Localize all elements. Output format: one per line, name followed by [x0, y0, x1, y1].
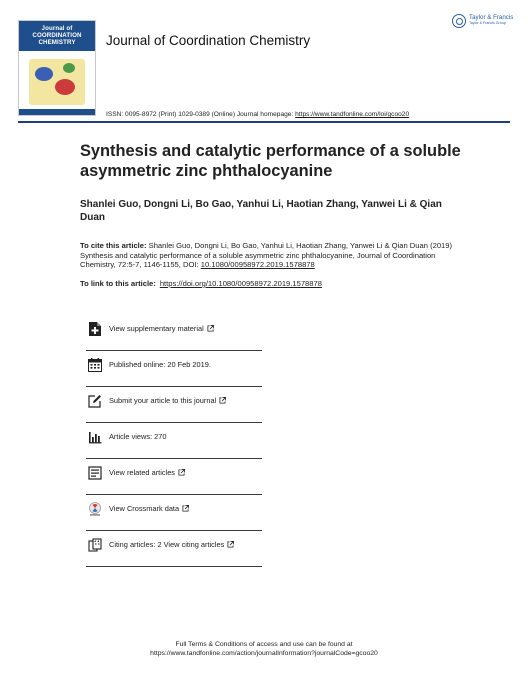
publisher-logo[interactable]	[452, 14, 512, 30]
crossmark-icon	[88, 502, 102, 516]
published-online-info	[86, 347, 262, 383]
edit-icon	[88, 394, 102, 408]
article-link-line	[80, 279, 322, 288]
calendar-icon	[88, 358, 102, 372]
item-label: Published online: 20 Feb 2019.	[109, 360, 211, 369]
item-label: View related articles	[109, 468, 175, 477]
cover-title-line: CHEMISTRY	[38, 38, 76, 46]
related-articles-link[interactable]	[86, 455, 262, 491]
external-link-icon	[182, 505, 189, 512]
issn-text: ISSN: 0095-8972 (Print) 1029-0389 (Online) Journal homepage:	[106, 111, 296, 118]
item-label: Citing articles: 2 View citing articles	[109, 540, 225, 549]
external-link-icon	[219, 397, 226, 404]
related-articles-icon	[88, 466, 102, 480]
publisher-logo-icon	[452, 14, 466, 28]
external-link-icon	[207, 325, 214, 332]
cover-title-line: Journal of	[41, 25, 73, 32]
supplementary-icon	[88, 322, 102, 336]
item-label: View Crossmark data	[109, 504, 180, 513]
item-label: View supplementary material	[109, 324, 204, 333]
cite-doi-link[interactable]: 10.1080/00958972.2019.1578878	[200, 260, 315, 270]
article-authors: Shanlei Guo, Dongni Li, Bo Gao, Yanhui Li, Haotian Zhang, Yanwei Li & Qian Duan	[80, 199, 442, 223]
terms-footer	[0, 640, 528, 658]
article-doi-link[interactable]: https://doi.org/10.1080/00958972.2019.1578878	[159, 279, 322, 288]
journal-homepage-link[interactable]: https://www.tandfonline.com/loi/gcoo20	[295, 111, 410, 118]
citation-block	[80, 241, 455, 270]
item-label: Submit your article to this journal	[109, 396, 217, 405]
cover-artwork	[29, 59, 85, 105]
terms-link[interactable]: https://www.tandfonline.com/action/journalInformation?journalCode=gcoo20	[150, 650, 378, 657]
crossmark-link[interactable]	[86, 491, 262, 527]
cite-label: To cite this article:	[80, 241, 147, 250]
item-label: Article views: 270	[109, 432, 167, 441]
journal-cover	[18, 20, 96, 116]
article-title: Synthesis and catalytic performance of a soluble asymmetric zinc phthalocyanine	[80, 142, 461, 180]
journal-title[interactable]: Journal of Coordination Chemistry	[106, 33, 311, 48]
bar-chart-icon	[88, 430, 102, 444]
citing-articles-icon	[88, 538, 102, 552]
submit-article-link[interactable]	[86, 383, 262, 419]
supplementary-material-link[interactable]	[86, 311, 262, 347]
cover-title	[19, 26, 95, 46]
citing-articles-link[interactable]	[86, 527, 262, 563]
external-link-icon	[178, 469, 185, 476]
issn-line	[106, 111, 409, 118]
article-views-info	[86, 419, 262, 455]
cover-title-line: COORDINATION	[32, 31, 82, 39]
link-label: To link to this article:	[80, 279, 156, 288]
cite-text: Shanlei Guo, Dongni Li, Bo Gao, Yanhui Li, Haotian Zhang, Yanwei Li & Qian Duan (2019) Synthesis and catalytic performance of a soluble asymmetric zinc phthalocyanine, Journal of Coordination Chemistry, 72:5-7, 1146-1155, DOI:	[80, 241, 453, 270]
external-link-icon	[227, 541, 234, 548]
item-divider	[86, 566, 262, 567]
cover-footer-band	[19, 109, 95, 115]
publisher-name: Taylor & Francis	[469, 14, 514, 21]
header-divider	[18, 121, 510, 123]
footer-line: Full Terms & Conditions of access and use can be found at	[175, 641, 353, 648]
publisher-sub: Taylor & Francis Group	[469, 21, 506, 25]
